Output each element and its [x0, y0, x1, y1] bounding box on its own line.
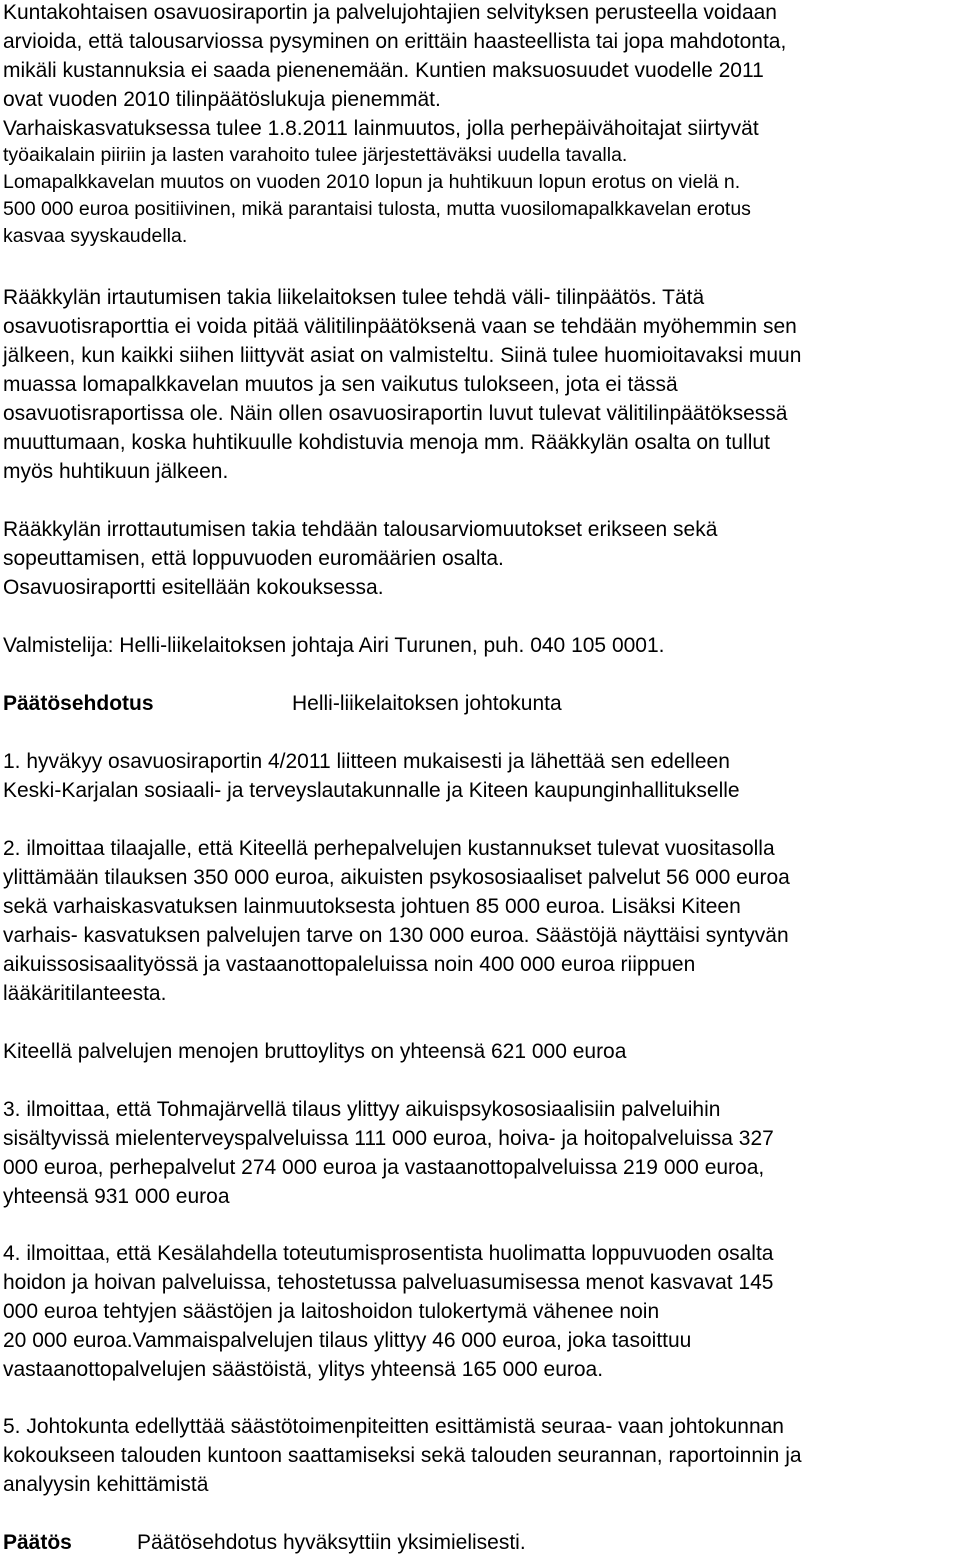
- paragraph-line: osavuotisraporttia ei voida pitää välitilinpäätöksenä vaan se tehdään myöhemmin sen: [3, 315, 797, 338]
- proposal-label: Päätösehdotus: [3, 692, 154, 715]
- item-line: 4. ilmoittaa, että Kesälahdella toteutumisprosentista huolimatta loppuvuoden osalta: [3, 1242, 774, 1265]
- proposal-body: Helli-liikelaitoksen johtokunta: [292, 692, 562, 715]
- paragraph-line: mikäli kustannuksia ei saada pienenemään. Kuntien maksuosuudet vuodelle 2011: [3, 59, 764, 82]
- item-line: sekä varhaiskasvatuksen lainmuutoksesta johtuen 85 000 euroa. Lisäksi Kiteen: [3, 895, 741, 918]
- paragraph-line: Lomapalkkavelan muutos on vuoden 2010 lopun ja huhtikuun lopun erotus on vielä n.: [3, 171, 741, 193]
- item-line: 5. Johtokunta edellyttää säästötoimenpiteitten esittämistä seuraa- vaan johtokunnan: [3, 1415, 784, 1438]
- decision-body: Päätösehdotus hyväksyttiin yksimielisesti.: [137, 1531, 526, 1554]
- paragraph-line: muassa lomapalkkavelan muutos ja sen vaikutus tulokseen, jota ei tässä: [3, 373, 678, 396]
- paragraph-line: osavuotisraportissa ole. Näin ollen osavuosiraportin luvut tulevat välitilinpäätöksessä: [3, 402, 788, 425]
- item-line: varhais- kasvatuksen palvelujen tarve on 130 000 euroa. Säästöjä näyttäisi syntyvän: [3, 924, 789, 947]
- paragraph-line: 500 000 euroa positiivinen, mikä parantaisi tulosta, mutta vuosilomapalkkavelan erotus: [3, 198, 751, 220]
- item-line: 2. ilmoittaa tilaajalle, että Kiteellä perhepalvelujen kustannukset tulevat vuositasolla: [3, 837, 775, 860]
- paragraph-line: työaikalain piiriin ja lasten varahoito tulee järjestettäväksi uudella tavalla.: [3, 144, 628, 166]
- paragraph-line: Varhaiskasvatuksessa tulee 1.8.2011 lainmuutos, jolla perhepäivähoitajat siirtyvät: [3, 117, 759, 140]
- paragraph-line: Rääkkylän irrottautumisen takia tehdään talousarviomuutokset erikseen sekä: [3, 518, 718, 541]
- paragraph-line: myös huhtikuun jälkeen.: [3, 460, 229, 483]
- item-line: 000 euroa, perhepalvelut 274 000 euroa ja vastaanottopalveluissa 219 000 euroa,: [3, 1156, 765, 1179]
- paragraph-line: Kuntakohtaisen osavuosiraportin ja palvelujohtajien selvityksen perusteella voidaan: [3, 1, 777, 24]
- item-line: ylittämään tilauksen 350 000 euroa, aikuisten psykososiaaliset palvelut 56 000 euroa: [3, 866, 790, 889]
- item-line: analyysin kehittämistä: [3, 1473, 209, 1496]
- paragraph-line: Osavuosiraportti esitellään kokouksessa.: [3, 576, 384, 599]
- item-line: hoidon ja hoivan palveluissa, tehostetussa palveluasumisessa menot kasvavat 145: [3, 1271, 774, 1294]
- decision-label: Päätös: [3, 1531, 72, 1554]
- paragraph-line: muuttumaan, koska huhtikuulle kohdistuvia menoja mm. Rääkkylän osalta on tullut: [3, 431, 770, 454]
- item-line: 20 000 euroa.Vammaispalvelujen tilaus ylittyy 46 000 euroa, joka tasoittuu: [3, 1329, 692, 1352]
- item-line: 3. ilmoittaa, että Tohmajärvellä tilaus ylittyy aikuispsykososiaalisiin palveluihin: [3, 1098, 721, 1121]
- item-line: 000 euroa tehtyjen säästöjen ja laitoshoidon tulokertymä vähenee noin: [3, 1300, 660, 1323]
- preparer-line: Valmistelija: Helli-liikelaitoksen johtaja Airi Turunen, puh. 040 105 0001.: [3, 634, 665, 657]
- paragraph-line: sopeuttamisen, että loppuvuoden euromäärien osalta.: [3, 547, 504, 570]
- paragraph-line: kasvaa syyskaudella.: [3, 225, 188, 247]
- paragraph-line: ovat vuoden 2010 tilinpäätöslukuja pienemmät.: [3, 88, 441, 111]
- item-line: kokoukseen talouden kuntoon saattamiseksi sekä talouden seurannan, raportoinnin ja: [3, 1444, 802, 1467]
- item-line: sisältyvissä mielenterveyspalveluissa 111 000 euroa, hoiva- ja hoitopalveluissa 327: [3, 1127, 774, 1150]
- paragraph-line: Rääkkylän irtautumisen takia liikelaitoksen tulee tehdä väli- tilinpäätös. Tätä: [3, 286, 705, 309]
- item-line: vastaanottopalvelujen säästöistä, ylitys yhteensä 165 000 euroa.: [3, 1358, 604, 1381]
- item-line: aikuissosisaalityössä ja vastaanottopaleluissa noin 400 000 euroa riippuen: [3, 953, 696, 976]
- item-line: yhteensä 931 000 euroa: [3, 1185, 230, 1208]
- kitee-total-line: Kiteellä palvelujen menojen bruttoylitys on yhteensä 621 000 euroa: [3, 1040, 627, 1063]
- paragraph-line: jälkeen, kun kaikki siihen liittyvät asiat on valmisteltu. Siinä tulee huomioitavaksi muun: [3, 344, 802, 367]
- item-line: Keski-Karjalan sosiaali- ja terveyslautakunnalle ja Kiteen kaupunginhallitukselle: [3, 779, 740, 802]
- paragraph-line: arvioida, että talousarviossa pysyminen on erittäin haasteellista tai jopa mahdotonta,: [3, 30, 787, 53]
- item-line: 1. hyväkyy osavuosiraportin 4/2011 liitteen mukaisesti ja lähettää sen edelleen: [3, 750, 730, 773]
- item-line: lääkäritilanteesta.: [3, 982, 167, 1005]
